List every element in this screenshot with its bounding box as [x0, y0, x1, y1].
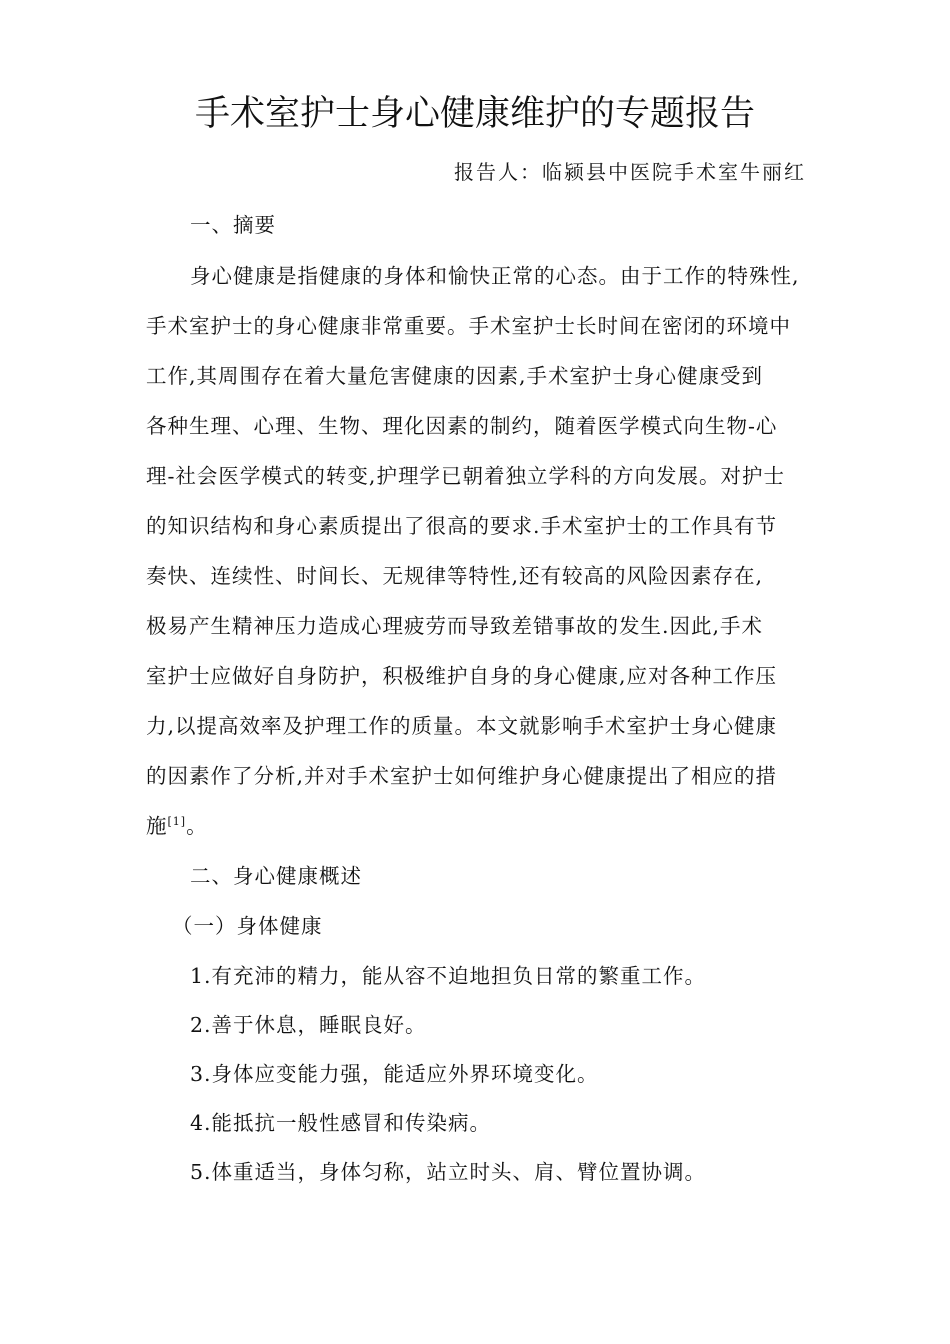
abstract-last-line	[146, 809, 208, 839]
abstract-line: 各种生理、心理、生物、理化因素的制约，随着医学模式向生物-心	[146, 414, 778, 438]
abstract-line: 工作,其周围存在着大量危害健康的因素,手术室护士身心健康受到	[146, 364, 764, 388]
abstract-line: 奏快、连续性、时间长、无规律等特性,还有较高的风险因素存在,	[146, 564, 764, 588]
abstract-line: 理-社会医学模式的转变,护理学已朝着独立学科的方向发展。对护士	[146, 464, 785, 488]
abstract-line: 力,以提高效率及护理工作的质量。本文就影响手术室护士身心健康	[146, 714, 778, 738]
abstract-line: 的因素作了分析,并对手术室护士如何维护身心健康提出了相应的措	[146, 764, 778, 788]
physical-item: 5.体重适当，身体匀称，站立时头、肩、臂位置协调。	[190, 1160, 707, 1184]
abstract-last-text: 施	[146, 814, 168, 838]
abstract-heading: 一、摘要	[190, 213, 276, 237]
abstract-line: 的知识结构和身心素质提出了很高的要求.手术室护士的工作具有节	[146, 514, 778, 538]
abstract-line: 身心健康是指健康的身体和愉快正常的心态。由于工作的特殊性,	[190, 264, 800, 288]
abstract-end-punct: 。	[186, 814, 208, 838]
abstract-line: 手术室护士的身心健康非常重要。手术室护士长时间在密闭的环境中	[146, 314, 791, 338]
document-title: 手术室护士身心健康维护的专题报告	[194, 94, 755, 134]
abstract-line: 极易产生精神压力造成心理疲劳而导致差错事故的发生.因此,手术	[146, 614, 764, 638]
abstract-line: 室护士应做好自身防护，积极维护自身的身心健康,应对各种工作压	[146, 664, 778, 688]
document-author: 报告人：临颍县中医院手术室牛丽红	[454, 160, 806, 184]
physical-item: 3.身体应变能力强，能适应外界环境变化。	[190, 1062, 599, 1086]
physical-item: 4.能抵抗一般性感冒和传染病。	[190, 1111, 492, 1135]
overview-heading: 二、身心健康概述	[190, 864, 362, 888]
physical-item: 1.有充沛的精力，能从容不迫地担负日常的繁重工作。	[190, 964, 707, 988]
physical-health-heading: （一）身体健康	[172, 914, 323, 938]
physical-item: 2.善于休息，睡眠良好。	[190, 1013, 427, 1037]
citation-marker: [1]	[167, 815, 187, 829]
